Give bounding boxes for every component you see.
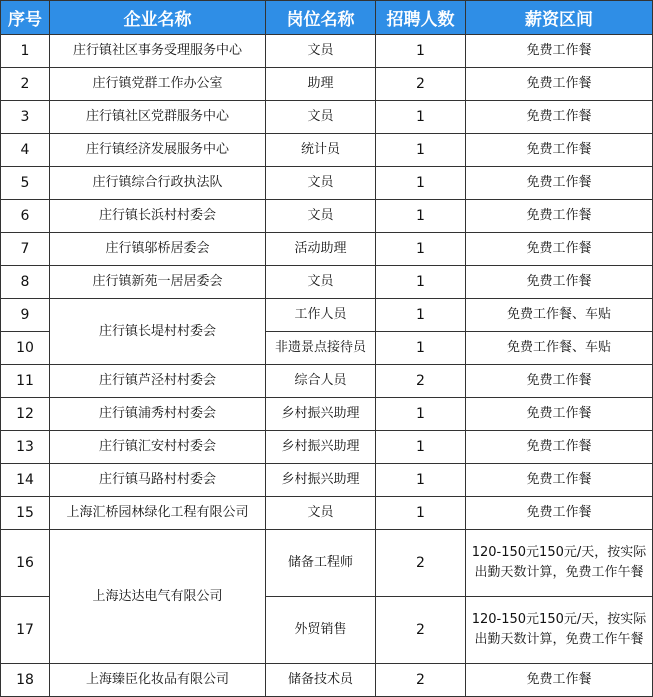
row-index: 7 — [1, 233, 50, 266]
row-salary: 120-150元150元/天，按实际出勤天数计算，免费工作午餐 — [466, 597, 653, 664]
row-index: 16 — [1, 530, 50, 597]
row-company: 庄行镇马路村村委会 — [50, 464, 266, 497]
row-salary: 免费工作餐、车贴 — [466, 299, 653, 332]
table-row — [1, 167, 653, 200]
row-count: 2 — [376, 664, 466, 697]
row-company: 庄行镇长浜村村委会 — [50, 200, 266, 233]
row-salary: 免费工作餐 — [466, 431, 653, 464]
row-position: 文员 — [266, 266, 376, 299]
row-salary: 免费工作餐 — [466, 200, 653, 233]
row-company: 上海汇桥园林绿化工程有限公司 — [50, 497, 266, 530]
row-salary: 免费工作餐 — [466, 664, 653, 697]
row-salary: 免费工作餐 — [466, 365, 653, 398]
table-row — [1, 68, 653, 101]
row-index: 2 — [1, 68, 50, 101]
row-company: 上海达达电气有限公司 — [50, 530, 266, 664]
row-count: 1 — [376, 497, 466, 530]
row-position: 非遗景点接待员 — [266, 332, 376, 365]
row-position: 助理 — [266, 68, 376, 101]
table-row — [1, 35, 653, 68]
row-salary: 免费工作餐 — [466, 68, 653, 101]
row-company: 庄行镇社区事务受理服务中心 — [50, 35, 266, 68]
row-index: 14 — [1, 464, 50, 497]
row-position: 储备工程师 — [266, 530, 376, 597]
header-company: 企业名称 — [50, 1, 266, 35]
row-count: 1 — [376, 35, 466, 68]
row-position: 文员 — [266, 167, 376, 200]
row-company: 庄行镇社区党群服务中心 — [50, 101, 266, 134]
row-index: 9 — [1, 299, 50, 332]
table-header-row — [1, 1, 653, 35]
row-position: 乡村振兴助理 — [266, 398, 376, 431]
row-index: 8 — [1, 266, 50, 299]
row-salary: 免费工作餐 — [466, 266, 653, 299]
table-row — [1, 464, 653, 497]
row-index: 1 — [1, 35, 50, 68]
row-index: 18 — [1, 664, 50, 697]
row-count: 1 — [376, 167, 466, 200]
table-row — [1, 134, 653, 167]
table-row — [1, 200, 653, 233]
table-row — [1, 101, 653, 134]
row-index: 13 — [1, 431, 50, 464]
row-company: 庄行镇新苑一居居委会 — [50, 266, 266, 299]
row-index: 5 — [1, 167, 50, 200]
row-position: 工作人员 — [266, 299, 376, 332]
row-count: 1 — [376, 134, 466, 167]
row-position: 储备技术员 — [266, 664, 376, 697]
row-position: 文员 — [266, 101, 376, 134]
row-salary: 免费工作餐 — [466, 35, 653, 68]
row-count: 2 — [376, 68, 466, 101]
row-company: 庄行镇汇安村村委会 — [50, 431, 266, 464]
row-count: 1 — [376, 398, 466, 431]
header-index: 序号 — [1, 1, 50, 35]
table-row — [1, 299, 653, 332]
row-index: 15 — [1, 497, 50, 530]
row-position: 文员 — [266, 200, 376, 233]
row-count: 1 — [376, 266, 466, 299]
row-company: 庄行镇浦秀村村委会 — [50, 398, 266, 431]
table-row — [1, 664, 653, 697]
row-count: 1 — [376, 233, 466, 266]
row-position: 文员 — [266, 35, 376, 68]
table-row — [1, 497, 653, 530]
row-salary: 免费工作餐 — [466, 167, 653, 200]
row-count: 1 — [376, 464, 466, 497]
row-position: 统计员 — [266, 134, 376, 167]
table-row — [1, 365, 653, 398]
row-position: 外贸销售 — [266, 597, 376, 664]
row-company: 庄行镇党群工作办公室 — [50, 68, 266, 101]
row-index: 17 — [1, 597, 50, 664]
header-count: 招聘人数 — [376, 1, 466, 35]
row-index: 3 — [1, 101, 50, 134]
row-salary: 免费工作餐 — [466, 134, 653, 167]
row-position: 乡村振兴助理 — [266, 464, 376, 497]
row-position: 文员 — [266, 497, 376, 530]
row-index: 10 — [1, 332, 50, 365]
row-company: 庄行镇邬桥居委会 — [50, 233, 266, 266]
row-count: 2 — [376, 365, 466, 398]
row-salary: 120-150元150元/天，按实际出勤天数计算，免费工作午餐 — [466, 530, 653, 597]
row-count: 1 — [376, 332, 466, 365]
row-index: 11 — [1, 365, 50, 398]
row-company: 庄行镇经济发展服务中心 — [50, 134, 266, 167]
row-salary: 免费工作餐 — [466, 101, 653, 134]
row-count: 2 — [376, 597, 466, 664]
table-row — [1, 233, 653, 266]
row-company: 庄行镇综合行政执法队 — [50, 167, 266, 200]
row-index: 12 — [1, 398, 50, 431]
row-salary: 免费工作餐 — [466, 398, 653, 431]
row-salary: 免费工作餐 — [466, 233, 653, 266]
row-count: 1 — [376, 101, 466, 134]
row-salary: 免费工作餐 — [466, 497, 653, 530]
header-position: 岗位名称 — [266, 1, 376, 35]
row-company: 庄行镇芦泾村村委会 — [50, 365, 266, 398]
row-count: 1 — [376, 431, 466, 464]
row-count: 1 — [376, 200, 466, 233]
table-row — [1, 398, 653, 431]
row-position: 乡村振兴助理 — [266, 431, 376, 464]
row-count: 1 — [376, 299, 466, 332]
table-row — [1, 530, 653, 597]
row-company: 上海臻臣化妆品有限公司 — [50, 664, 266, 697]
table-row — [1, 431, 653, 464]
row-company: 庄行镇长堤村村委会 — [50, 299, 266, 365]
row-salary: 免费工作餐 — [466, 464, 653, 497]
row-index: 6 — [1, 200, 50, 233]
row-salary: 免费工作餐、车贴 — [466, 332, 653, 365]
row-index: 4 — [1, 134, 50, 167]
header-salary: 薪资区间 — [466, 1, 653, 35]
row-position: 综合人员 — [266, 365, 376, 398]
table-row — [1, 266, 653, 299]
row-position: 活动助理 — [266, 233, 376, 266]
row-count: 2 — [376, 530, 466, 597]
